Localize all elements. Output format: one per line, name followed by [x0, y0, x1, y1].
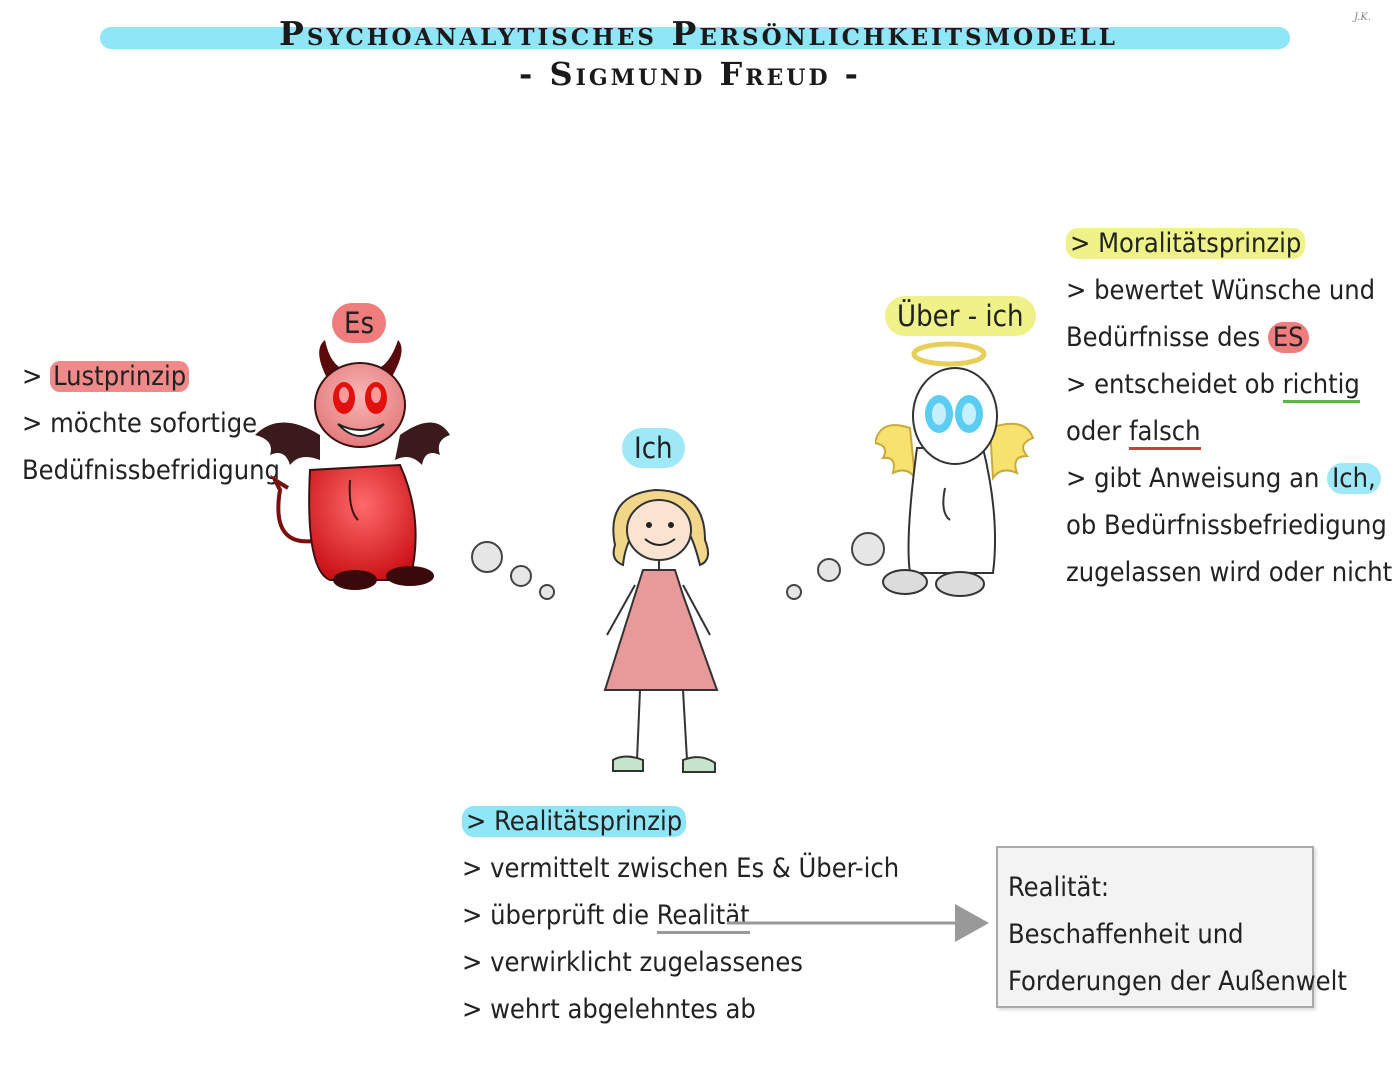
es-description: > Lustprinzip > möchte sofortige Bedüfnissbefridigung — [22, 353, 280, 494]
devil-figure — [250, 340, 460, 600]
ich-label: Ich — [622, 428, 685, 468]
thought-bubbles-left — [468, 538, 563, 608]
reality-title: Realität: — [1008, 872, 1110, 903]
reality-definition-box — [996, 846, 1347, 1008]
es-highlight: ES — [1268, 322, 1309, 353]
ueberich-label: Über - ich — [885, 296, 1036, 336]
ich-principle: > Realitätsprinzip — [462, 806, 686, 837]
girl-figure — [595, 485, 730, 780]
richtig-word: richtig — [1283, 369, 1360, 403]
falsch-word: falsch — [1129, 416, 1201, 450]
es-principle: Lustprinzip — [50, 361, 189, 392]
ueberich-line: Bedürfnisse des ES — [1066, 314, 1392, 361]
ueberich-line: > entscheidet ob richtig — [1066, 361, 1392, 408]
es-line: > möchte sofortige — [22, 408, 258, 439]
realitaet-word: Realität — [657, 900, 750, 934]
ueberich-description — [1066, 220, 1392, 596]
page-subtitle: - Sigmund Freud - — [519, 55, 861, 93]
reality-line: Beschaffenheit und — [1008, 919, 1244, 950]
ueberich-line: > gibt Anweisung an Ich, — [1066, 455, 1392, 502]
ich-line: > überprüft die Realität — [462, 892, 899, 939]
ueberich-line: ob Bedürfnissbefriedigung — [1066, 510, 1387, 541]
ich-line: > verwirklicht zugelassenes — [462, 947, 803, 978]
ich-highlight: Ich, — [1327, 463, 1381, 494]
es-line: Bedüfnissbefridigung — [22, 455, 280, 486]
es-label: Es — [332, 303, 386, 343]
arrow-to-reality — [725, 900, 995, 946]
thought-bubbles-right — [783, 530, 888, 605]
ueberich-line: zugelassen wird oder nicht — [1066, 557, 1393, 588]
page-title: Psychoanalytisches Persönlichkeitsmodell — [279, 14, 1118, 53]
ich-line: > wehrt abgelehntes ab — [462, 994, 756, 1025]
ueberich-line: > bewertet Wünsche und — [1066, 275, 1376, 306]
angel-figure — [875, 338, 1040, 608]
ueberich-principle: > Moralitätsprinzip — [1066, 228, 1305, 259]
ueberich-line: oder falsch — [1066, 408, 1392, 455]
author-initials: J.K. — [1353, 12, 1371, 23]
ich-line: > vermittelt zwischen Es & Über-ich — [462, 853, 900, 884]
reality-line: Forderungen der Außenwelt — [1008, 966, 1347, 997]
